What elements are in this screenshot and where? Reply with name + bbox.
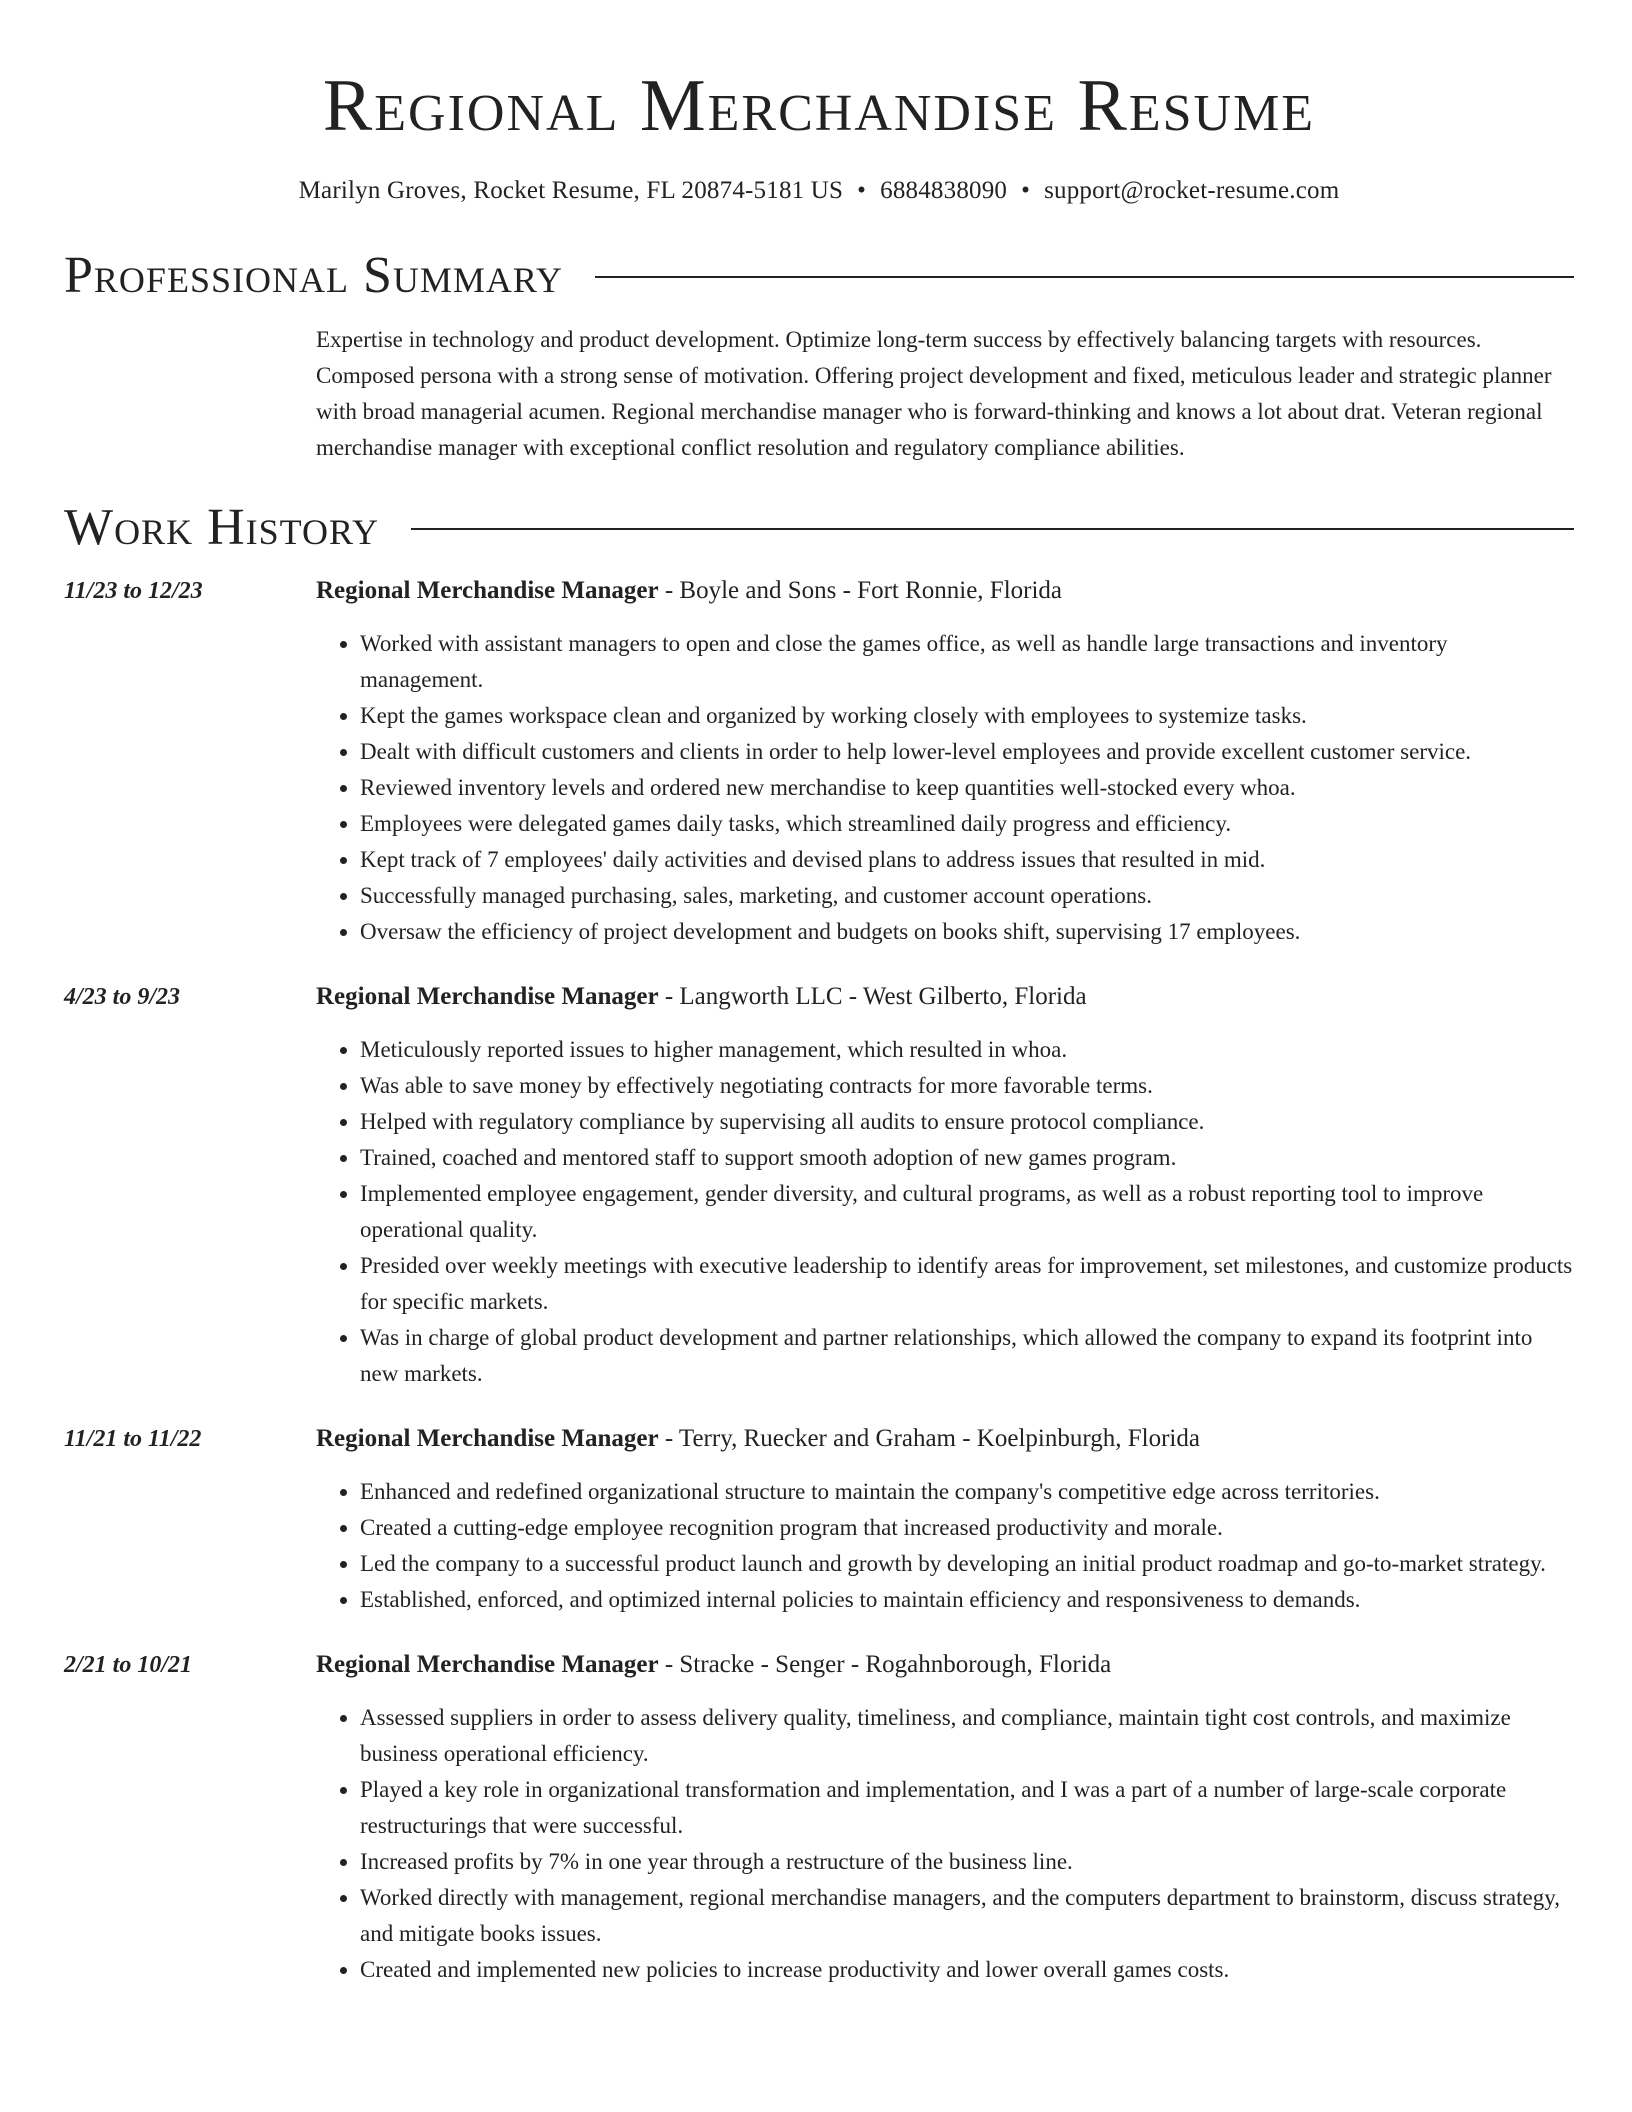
contact-line — [64, 174, 1574, 208]
work-entry-title: Regional Merchandise Manager — [316, 1425, 659, 1452]
work-entry — [64, 574, 1574, 950]
summary-heading: Professional Summary — [64, 247, 563, 304]
list-item: • Established, enforced, and optimized internal policies to maintain efficiency and responsiveness to demands. — [360, 1582, 1574, 1618]
summary-text: Expertise in technology and product development. Optimize long-term success by effectively balancing targets with resources. Composed persona with a strong sense of motivation. Offering project development and fixed, meticulous leader and strategic planner with broad managerial acumen. Regional merchandise manager who is forward-thinking and knows a lot about drat. Veteran regional merchandise manager with exceptional conflict resolution and regulatory compliance abilities. — [316, 327, 1552, 460]
work-entry-dates: 11/21 to 11/22 — [64, 1426, 202, 1452]
work-entry-body — [316, 1422, 1574, 1618]
work-entry-role-line — [316, 1422, 1574, 1456]
list-item: • Created a cutting-edge employee recognition program that increased productivity and morale. — [360, 1510, 1574, 1546]
list-item: • Reviewed inventory levels and ordered new merchandise to keep quantities well-stocked every whoa. — [360, 770, 1574, 806]
page-title: Regional Merchandise Resume — [322, 65, 1316, 147]
contact-phone: 6884838090 — [880, 177, 1008, 204]
work-entry-bullets — [316, 626, 1574, 950]
list-item: • Employees were delegated games daily tasks, which streamlined daily progress and efficiency. — [360, 806, 1574, 842]
work-entry — [64, 1648, 1574, 1988]
list-item: • Was in charge of global product development and partner relationships, which allowed the company to expand its footprint into new markets. — [360, 1320, 1574, 1392]
summary-body — [316, 322, 1574, 466]
work-section-header — [64, 496, 1574, 560]
work-entry-company-location: - Boyle and Sons - Fort Ronnie, Florida — [658, 577, 1063, 604]
contact-address: Marilyn Groves, Rocket Resume, FL 20874-5181 US — [298, 177, 844, 204]
list-item: • Created and implemented new policies to increase productivity and lower overall games costs. — [360, 1952, 1574, 1988]
list-item: • Worked with assistant managers to open and close the games office, as well as handle large transactions and inventory management. — [360, 626, 1574, 698]
list-item: • Assessed suppliers in order to assess delivery quality, timeliness, and compliance, maintain tight cost controls, and maximize business operational efficiency. — [360, 1700, 1574, 1772]
work-entry-dates: 2/21 to 10/21 — [64, 1652, 193, 1678]
list-item: • Kept the games workspace clean and organized by working closely with employees to systemize tasks. — [360, 698, 1574, 734]
list-item: • Played a key role in organizational transformation and implementation, and I was a part of a number of large-scale corporate restructurings that were successful. — [360, 1772, 1574, 1844]
list-item: • Helped with regulatory compliance by supervising all audits to ensure protocol compliance. — [360, 1104, 1574, 1140]
work-heading: Work History — [64, 499, 380, 556]
work-entry-dates: 11/23 to 12/23 — [64, 578, 203, 604]
work-entry-company-location: - Langworth LLC - West Gilberto, Florida — [658, 983, 1087, 1010]
resume-page — [64, 0, 1574, 1988]
list-item: • Oversaw the efficiency of project development and budgets on books shift, supervising 17 employees. — [360, 914, 1574, 950]
contact-separator: • — [857, 177, 867, 204]
list-item: • Was able to save money by effectively negotiating contracts for more favorable terms. — [360, 1068, 1574, 1104]
work-entry-role-line — [316, 980, 1574, 1014]
work-entry-role-line — [316, 1648, 1574, 1682]
work-entry — [64, 1422, 1574, 1618]
section-divider — [595, 276, 1574, 278]
work-entry-bullets — [316, 1700, 1574, 1988]
section-divider — [411, 528, 1574, 530]
list-item: • Trained, coached and mentored staff to support smooth adoption of new games program. — [360, 1140, 1574, 1176]
list-item: • Successfully managed purchasing, sales, marketing, and customer account operations. — [360, 878, 1574, 914]
list-item: • Worked directly with management, regional merchandise managers, and the computers department to brainstorm, discuss strategy, and mitigate books issues. — [360, 1880, 1574, 1952]
work-entry-body — [316, 980, 1574, 1392]
list-item: • Presided over weekly meetings with executive leadership to identify areas for improvement, set milestones, and customize products for specific markets. — [360, 1248, 1574, 1320]
work-entry-role-line — [316, 574, 1574, 608]
work-entry — [64, 980, 1574, 1392]
work-entry-title: Regional Merchandise Manager — [316, 577, 659, 604]
list-item: • Meticulously reported issues to higher management, which resulted in whoa. — [360, 1032, 1574, 1068]
work-entry-body — [316, 574, 1574, 950]
work-entry-title: Regional Merchandise Manager — [316, 983, 659, 1010]
contact-email: support@rocket-resume.com — [1044, 177, 1340, 204]
work-entry-body — [316, 1648, 1574, 1988]
work-entry-title: Regional Merchandise Manager — [316, 1651, 659, 1678]
list-item: • Implemented employee engagement, gender diversity, and cultural programs, as well as a robust reporting tool to improve operational quality. — [360, 1176, 1574, 1248]
work-entry-company-location: - Stracke - Senger - Rogahnborough, Florida — [658, 1651, 1112, 1678]
list-item: • Increased profits by 7% in one year through a restructure of the business line. — [360, 1844, 1574, 1880]
summary-section-header — [64, 244, 1574, 308]
work-entry-bullets — [316, 1032, 1574, 1392]
list-item: • Kept track of 7 employees' daily activities and devised plans to address issues that resulted in mid. — [360, 842, 1574, 878]
work-entry-company-location: - Terry, Ruecker and Graham - Koelpinburgh, Florida — [658, 1425, 1200, 1452]
work-entry-dates: 4/23 to 9/23 — [64, 984, 181, 1010]
list-item: • Led the company to a successful product launch and growth by developing an initial product roadmap and go-to-market strategy. — [360, 1546, 1574, 1582]
work-entry-bullets — [316, 1474, 1574, 1618]
work-history-list — [64, 574, 1574, 1988]
contact-separator: • — [1021, 177, 1031, 204]
list-item: • Dealt with difficult customers and clients in order to help lower-level employees and provide excellent customer service. — [360, 734, 1574, 770]
list-item: • Enhanced and redefined organizational structure to maintain the company's competitive edge across territories. — [360, 1474, 1574, 1510]
